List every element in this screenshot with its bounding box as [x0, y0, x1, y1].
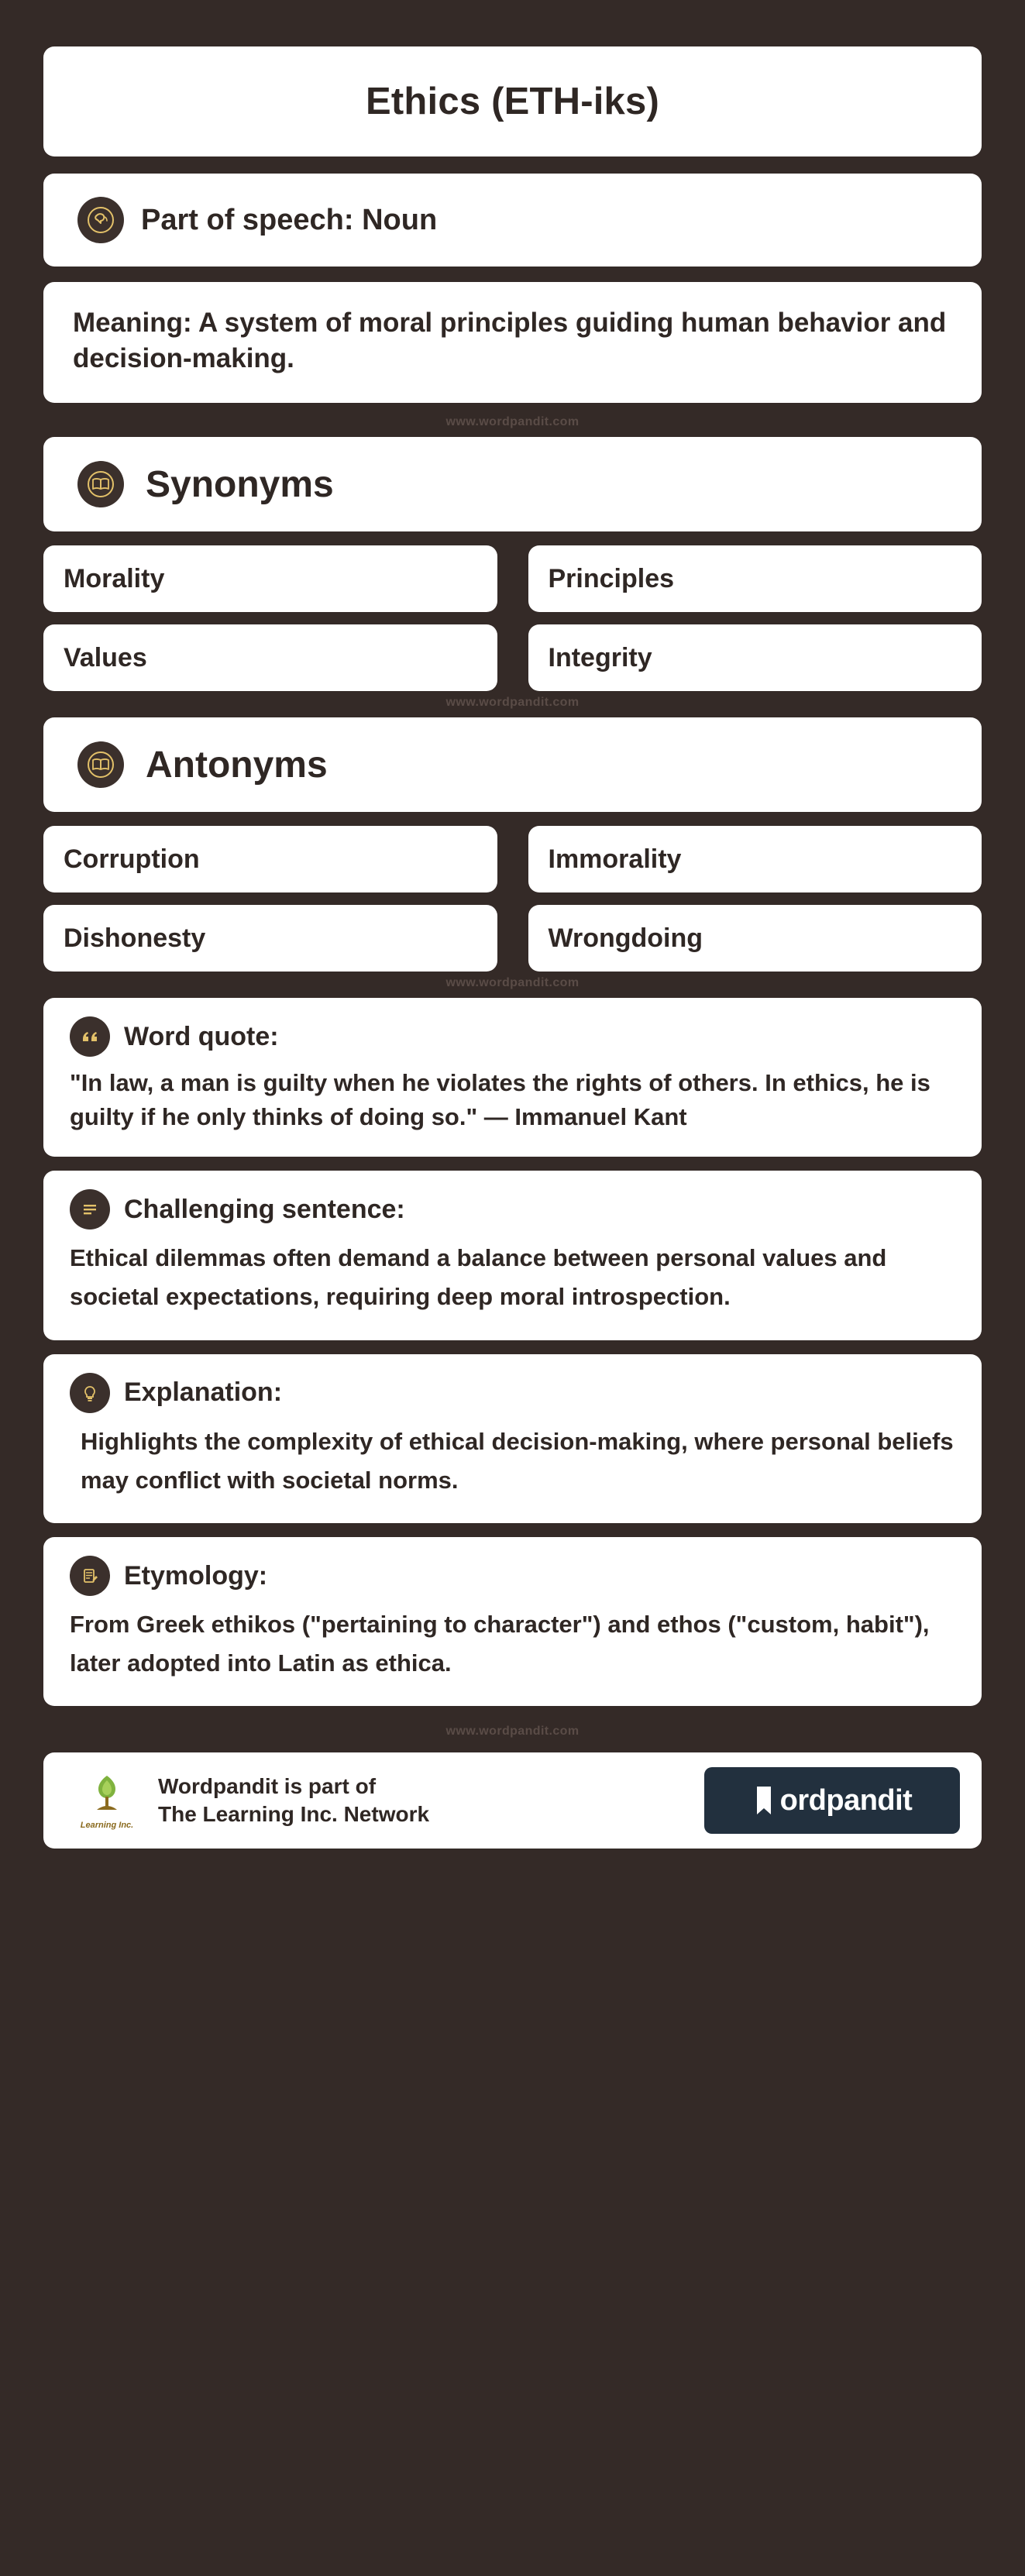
watermark-2: www.wordpandit.com: [445, 696, 580, 710]
challenging-sentence-card: [43, 1171, 982, 1340]
book-icon: [77, 741, 124, 788]
antonyms-grid: [43, 826, 982, 972]
learning-inc-logo: [70, 1771, 144, 1830]
challenging-sentence-header: [70, 1189, 955, 1230]
part-of-speech-text: Part of speech: Noun: [141, 203, 438, 236]
word-quote-text: "In law, a man is guilty when he violates the rights of others. In ethics, he is guilty if he only thinks of doing so." — Immanuel Kant: [70, 1069, 930, 1130]
watermark-4: www.wordpandit.com: [445, 1725, 580, 1739]
explanation-label: Explanation:: [124, 1377, 283, 1408]
watermark-3: www.wordpandit.com: [445, 976, 580, 990]
antonym-item: Wrongdoing: [528, 905, 982, 972]
book-icon: [77, 461, 124, 507]
antonym-item: Immorality: [528, 826, 982, 892]
logo-caption: Learning Inc.: [80, 1821, 134, 1831]
word-quote-header: [70, 1016, 955, 1057]
word-quote-card: [43, 998, 982, 1157]
word-title-card: [43, 46, 982, 156]
speech-bubble-icon: [77, 197, 124, 243]
challenging-sentence-label: Challenging sentence:: [124, 1194, 405, 1224]
antonym-item: Dishonesty: [43, 905, 497, 972]
bookmark-icon: [752, 1783, 776, 1818]
brand-name: ordpandit: [779, 1783, 913, 1817]
quote-icon: [70, 1016, 110, 1057]
synonym-item: Integrity: [528, 624, 982, 691]
meaning-card: [43, 282, 982, 403]
etymology-label: Etymology:: [124, 1560, 268, 1591]
explanation-card: [43, 1354, 982, 1523]
lightbulb-icon: [70, 1373, 110, 1413]
footer-text: [158, 1773, 429, 1829]
antonyms-title: Antonyms: [146, 744, 328, 786]
explanation-text: Highlights the complexity of ethical decision-making, where personal beliefs may conflict with societal norms.: [81, 1427, 954, 1494]
synonyms-header: [43, 437, 982, 531]
tree-icon: [84, 1771, 129, 1819]
part-of-speech-card: [43, 174, 982, 267]
synonym-item: Values: [43, 624, 497, 691]
pencil-note-icon: [70, 1556, 110, 1596]
watermark-1: www.wordpandit.com: [445, 415, 580, 429]
antonyms-header: [43, 717, 982, 812]
synonyms-grid: [43, 545, 982, 691]
explanation-header: [70, 1373, 955, 1413]
footer-card: [43, 1752, 982, 1849]
synonyms-title: Synonyms: [146, 463, 334, 505]
etymology-header: [70, 1556, 955, 1596]
page-title: Ethics (ETH-iks): [366, 81, 659, 122]
meaning-text: Meaning: A system of moral principles guiding human behavior and decision-making.: [73, 308, 947, 374]
etymology-card: [43, 1537, 982, 1706]
challenging-sentence-text: Ethical dilemmas often demand a balance between personal values and societal expectations, requiring deep moral introspection.: [70, 1244, 887, 1311]
synonym-item: Morality: [43, 545, 497, 612]
wordpandit-badge[interactable]: [704, 1767, 960, 1834]
footer-line-1: Wordpandit is part of: [158, 1774, 377, 1799]
word-quote-label: Word quote:: [124, 1021, 279, 1051]
etymology-text: From Greek ethikos ("pertaining to character") and ethos ("custom, habit"), later adopted into Latin as ethica.: [70, 1611, 930, 1677]
footer-brand-block: [70, 1771, 429, 1830]
lines-icon: [70, 1189, 110, 1230]
footer-line-2: The Learning Inc. Network: [158, 1802, 430, 1827]
synonym-item: Principles: [528, 545, 982, 612]
antonym-item: Corruption: [43, 826, 497, 892]
